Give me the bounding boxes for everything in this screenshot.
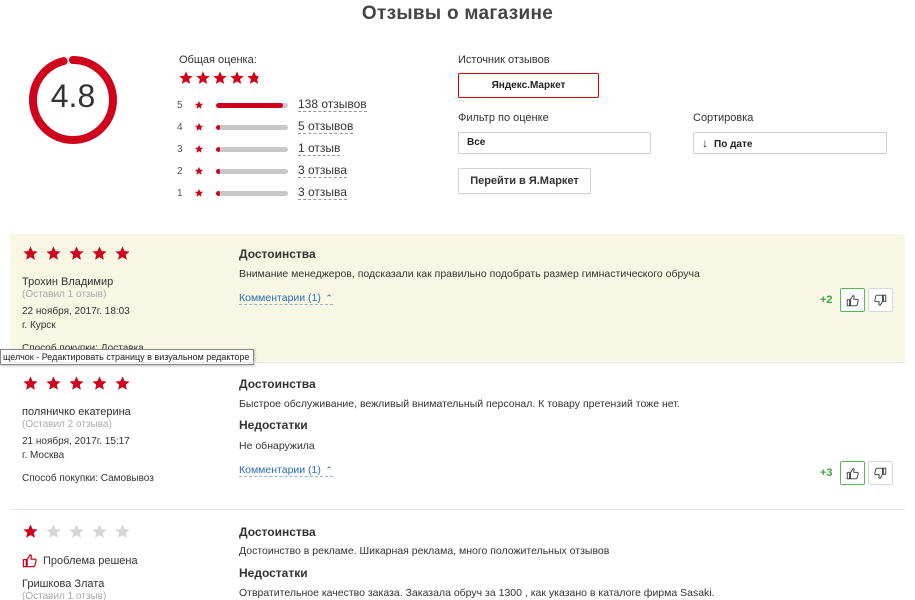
review-author-count: (Оставил 2 отзыва) [22,419,112,430]
review-city: г. Курск [22,320,56,331]
distribution-bar [216,125,288,130]
thumb-up-icon [846,294,859,307]
star-icon [91,245,108,262]
distribution-bar [216,191,288,196]
review-stars [22,375,131,392]
review-pros-title: Достоинства [239,247,316,261]
review-card [10,363,905,509]
sort-select-value: По дате [714,139,753,150]
overall-stars [178,70,262,86]
chevron-up-icon: ⌃ [322,465,333,475]
thumb-up-button[interactable] [840,288,865,312]
distribution-bar-fill [216,103,283,108]
distribution-row [177,186,347,200]
star-icon [114,375,131,392]
distribution-stars-number: 5 [177,99,183,111]
star-icon [194,144,204,154]
thumb-up-icon [846,467,859,480]
star-icon [212,70,228,86]
star-icon [194,100,204,110]
review-comments-link[interactable] [239,292,333,305]
review-vote-count: +2 [820,294,833,306]
review-stars [22,523,131,540]
review-stars [22,245,131,262]
star-icon [68,245,85,262]
distribution-reviews-link[interactable]: 138 отзывов [298,97,367,111]
overall-rating-label: Общая оценка: [179,54,257,66]
distribution-bar [216,169,288,174]
star-icon [194,188,204,198]
distribution-bar [216,147,288,152]
star-icon [178,70,194,86]
star-icon [114,523,131,540]
thumb-up-icon [22,553,37,568]
star-icon [246,70,262,86]
distribution-row [177,142,340,156]
sort-select[interactable] [693,132,887,154]
thumb-up-button[interactable] [840,461,865,485]
source-label: Источник отзывов [458,54,550,66]
distribution-bar [216,103,288,108]
review-date: 21 ноября, 2017г. 15:17 [22,436,130,447]
star-icon [91,523,108,540]
filter-select[interactable] [458,132,651,154]
distribution-row [177,98,367,112]
star-icon [45,375,62,392]
review-author: поляничко екатерина [22,406,131,418]
distribution-bar-fill [216,125,220,130]
problem-solved-badge [22,553,138,568]
star-icon [194,122,204,132]
problem-solved-label: Проблема решена [43,554,138,567]
star-icon [229,70,245,86]
chevron-up-icon: ⌃ [322,293,333,303]
star-icon [45,523,62,540]
thumb-down-button[interactable] [868,288,893,312]
review-pros-text: Быстрое обслуживание, вежливый внимательный персонал. К товару претензий тоже нет. [239,398,680,410]
review-author: Гришкова Злата [22,578,105,590]
review-purchase-method: Способ покупки: Самовывоз [22,473,154,484]
review-card [10,234,905,361]
review-pros-text: Внимание менеджеров, подсказали как правильно подобрать размер гимнастического обруча [239,268,700,280]
thumb-down-icon [874,294,887,307]
goto-yandex-market-button[interactable]: Перейти в Я.Маркет [458,168,591,194]
distribution-stars-number: 1 [177,187,183,199]
sort-label: Сортировка [693,112,754,124]
page-title: Отзывы о магазине [361,3,554,24]
distribution-stars-number: 2 [177,165,183,177]
distribution-bar-fill [216,169,220,174]
review-cons-title: Недостатки [239,566,308,580]
review-vote-count: +3 [820,467,833,479]
filter-label: Фильтр по оценке [458,112,549,124]
review-pros-title: Достоинства [239,377,316,391]
filter-select-value: Все [467,137,486,148]
editor-tooltip: щелчок - Редактировать страницу в визуальном редакторе [0,349,254,365]
distribution-reviews-link[interactable]: 5 отзывов [298,119,354,133]
comments-link-label: Комментарии (1) [239,464,321,476]
distribution-reviews-link[interactable]: 3 отзыва [298,185,347,199]
star-icon [68,375,85,392]
review-city: г. Москва [22,450,65,461]
distribution-row [177,120,353,134]
star-icon [22,523,39,540]
star-icon [22,375,39,392]
star-icon [68,523,85,540]
distribution-stars-number: 3 [177,143,183,155]
source-yandex-market-button[interactable]: Яндекс.Маркет [458,73,599,98]
review-cons-title: Недостатки [239,418,308,432]
review-cons-text: Не обнаружила [239,440,315,452]
arrow-down-icon: ↓ [702,136,708,150]
thumb-down-icon [874,467,887,480]
review-author: Трохин Владимир [22,276,114,288]
review-cons-text: Отвратительное качество заказа. Заказала обруч за 1300 , как указано в каталоге фирма Sasaki. [239,587,715,599]
review-author-count: (Оставил 1 отзыв) [22,289,107,300]
distribution-bar-fill [216,191,220,196]
star-icon [194,166,204,176]
comments-link-label: Комментарии (1) [239,292,321,304]
distribution-reviews-link[interactable]: 1 отзыв [298,141,341,155]
review-pros-text: Достоинство в рекламе. Шикарная реклама, много положительных отзывов [239,545,610,557]
review-author-count: (Оставил 1 отзыв) [22,591,107,600]
star-icon [22,245,39,262]
distribution-row [177,164,347,178]
star-icon [45,245,62,262]
thumb-down-button[interactable] [868,461,893,485]
distribution-reviews-link[interactable]: 3 отзыва [298,163,347,177]
review-pros-title: Достоинства [239,525,316,539]
star-icon [114,245,131,262]
distribution-bar-fill [216,147,220,152]
star-icon [91,375,108,392]
rating-circle [27,54,119,146]
rating-score: 4.8 [50,78,96,114]
review-card [10,510,905,600]
review-comments-link[interactable] [239,464,333,477]
distribution-stars-number: 4 [177,121,183,133]
star-icon [195,70,211,86]
review-date: 22 ноября, 2017г. 18:03 [22,306,130,317]
